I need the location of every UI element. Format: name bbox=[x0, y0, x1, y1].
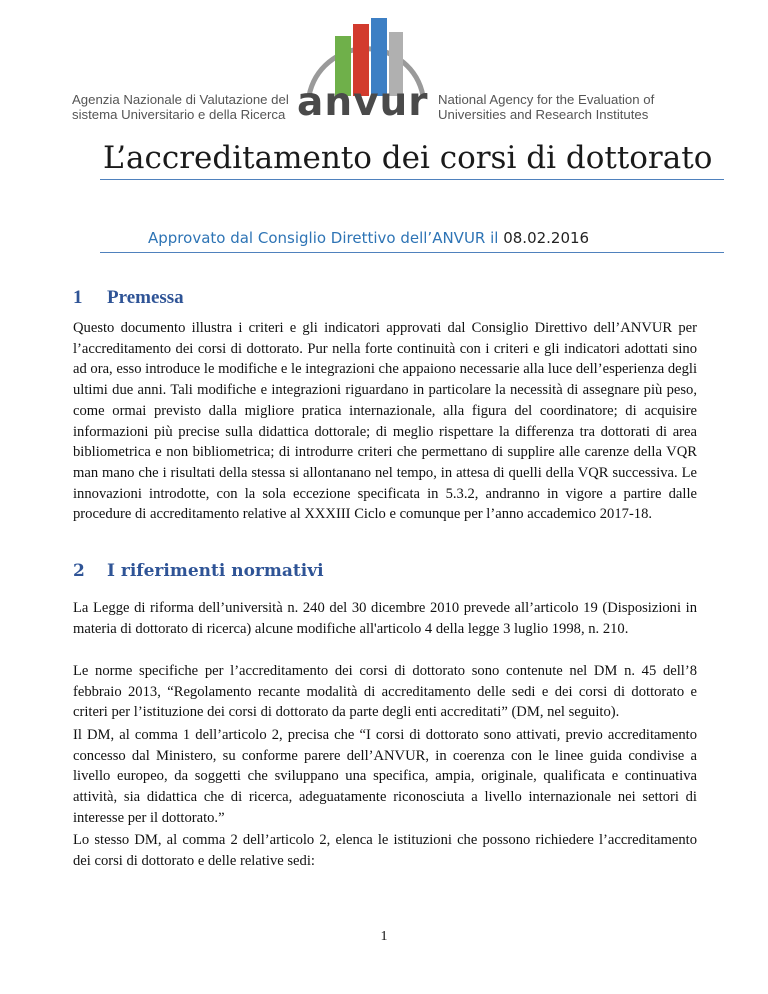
approval-subtitle bbox=[148, 229, 589, 247]
paragraph: Le norme specifiche per l’accreditamento dei corsi di dottorato sono contenute nel DM n. 45 dell’8 febbraio 2013, “Regolamento recante modalità di accreditamento delle sedi e dei corsi di dottorato e criteri per l’istituzione dei corsi di dottorato da parte degli enti accreditati” (DM, nel seguito). bbox=[73, 663, 697, 721]
paragraph: La Legge di riforma dell’università n. 240 del 30 dicembre 2010 prevede all’articolo 19 (Disposizioni in materia di dottorato di ricerca) alcune modifiche all'articolo 4 della legge 3 luglio 1998, n. 210. bbox=[73, 600, 697, 637]
document-title: L’accreditamento dei corsi di dottorato bbox=[103, 140, 713, 176]
subtitle-divider bbox=[100, 252, 724, 253]
approval-date: 08.02.2016 bbox=[503, 229, 590, 247]
paragraph: Il DM, al comma 1 dell’articolo 2, precisa che “I corsi di dottorato sono attivati, previo accreditamento concesso dal Ministero, su conforme parere dell’ANVUR, in coerenza con le linee guida condivise a livello europeo, da soggetti che sviluppano una specifica, ampia, originale, qualificata e continuativa attività, sia didattica che di ricerca, adeguatamente riconosciuta a livello internazionale nei settori di interesse per il dottorato.” bbox=[73, 727, 697, 826]
section-title: I riferimenti normativi bbox=[107, 561, 324, 581]
title-divider bbox=[100, 179, 724, 180]
agency-name-italian bbox=[72, 92, 294, 122]
section-title: Premessa bbox=[107, 287, 184, 308]
section-number: 2 bbox=[73, 561, 85, 581]
agency-name-english-line1: National Agency for the Evaluation of bbox=[438, 92, 655, 107]
agency-name-italian-line2: sistema Universitario e della Ricerca bbox=[72, 107, 286, 122]
agency-name-english-line2: Universities and Research Institutes bbox=[438, 107, 649, 122]
paragraph: Questo documento illustra i criteri e gli indicatori approvati dal Consiglio Direttivo dell’ANVUR per l’accreditamento dei corsi di dottorato. Pur nella forte continuità con i criteri e gli indicatori adottati sino ad ora, esso introduce le modifiche e le integrazioni che appaiono necessarie alla luce dell’esperienza degli ultimi due anni. Tali modifiche e integrazioni riguardano in particolare la necessità di assegnare più peso, come ormai previsto dalla migliore pratica internazionale, alla figura del coordinatore; di acquisire informazioni più precise sulla didattica dottorale; di meglio rispettare la differenza tra dottorati di area bibliometrica e non bibliometrica; di introdurre criteri che permettano di supplire alle carenze della VQR man mano che i risultati della stessa si allontanano nel tempo, in attesa di quelli della VQR successiva. Le innovazioni introdotte, con la sola eccezione specificata in 5.3.2, andranno in vigore a partire dalle procedure di accreditamento relative al XXXIII Ciclo e comunque per l’anno accademico 2017-18. bbox=[73, 320, 698, 523]
logo-wordmark: anvur bbox=[297, 80, 429, 125]
section-heading-premessa bbox=[73, 287, 184, 309]
agency-name-english bbox=[438, 92, 698, 122]
page-number: 1 bbox=[380, 929, 388, 944]
agency-name-italian-line1: Agenzia Nazionale di Valutazione del bbox=[72, 92, 289, 107]
section-number: 1 bbox=[73, 287, 83, 308]
paragraph: Lo stesso DM, al comma 2 dell’articolo 2, elenca le istituzioni che possono richiedere l’accreditamento dei corsi di dottorato e delle relative sedi: bbox=[73, 832, 697, 869]
approval-text: Approvato dal Consiglio Direttivo dell’ANVUR il bbox=[148, 229, 504, 247]
section-heading-riferimenti bbox=[73, 561, 324, 581]
header-logo-block bbox=[0, 0, 768, 130]
